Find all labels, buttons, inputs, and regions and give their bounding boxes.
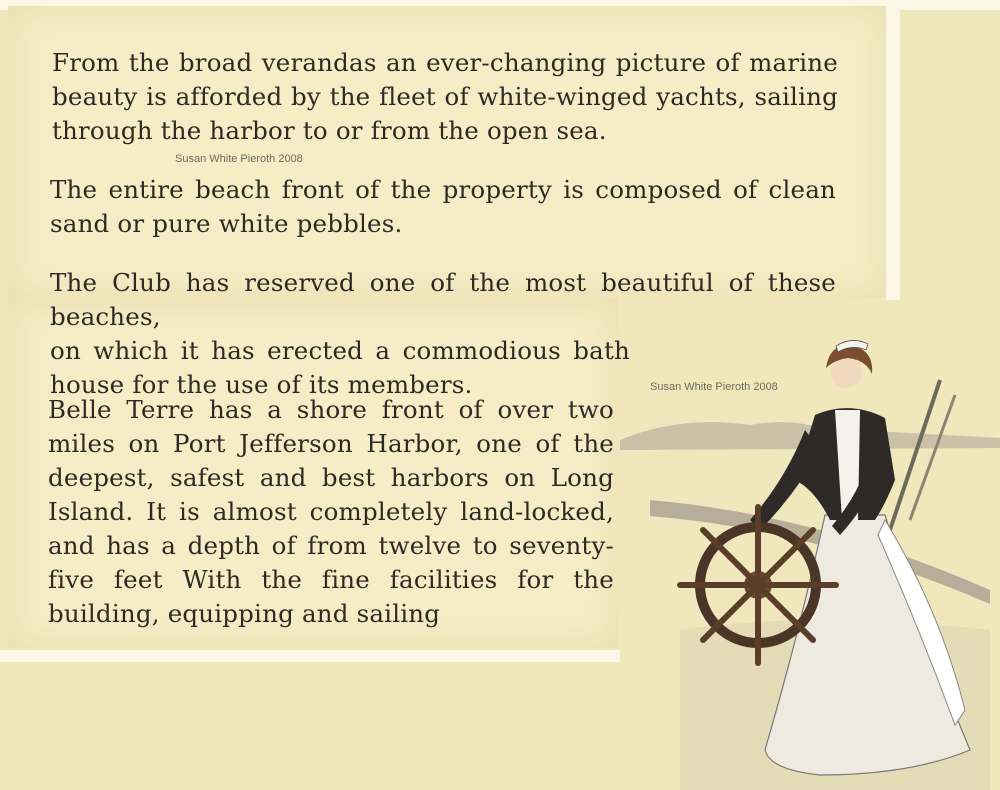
- paragraph-verandas: From the broad verandas an ever-changing picture of marine beauty is afforded by the fleet of white-winged yachts, sailing through the harbor to or from the open sea.: [52, 48, 838, 145]
- paragraph-club-beach-line1: The Club has reserved one of the most beautiful of these beaches,: [50, 268, 836, 331]
- woman-at-ship-wheel-illustration: [620, 330, 1000, 790]
- ship-wheel: [680, 507, 836, 663]
- paper-border-right: [886, 0, 900, 300]
- boom-pole-2: [910, 395, 955, 520]
- illustration-credit-watermark: Susan White Pieroth 2008: [650, 381, 778, 393]
- credit-watermark: Susan White Pieroth 2008: [175, 153, 303, 165]
- paper-border-bottom: [0, 650, 620, 662]
- paragraph-club-beach-rest: on which it has erected a commodious bath house for the use of its members.: [50, 336, 630, 399]
- paragraph-beach-front: The entire beach front of the property is composed of clean sand or pure white pebbles.: [50, 175, 836, 238]
- paragraph-belle-terre: Belle Terre has a shore front of over two miles on Port Jefferson Harbor, one of the deepest, safest and best harbors on Long Island. It is almost completely land-locked, and has a depth of from twelve to seventy-five feet With the fine facilities for the building, equipping and sailing: [48, 395, 614, 628]
